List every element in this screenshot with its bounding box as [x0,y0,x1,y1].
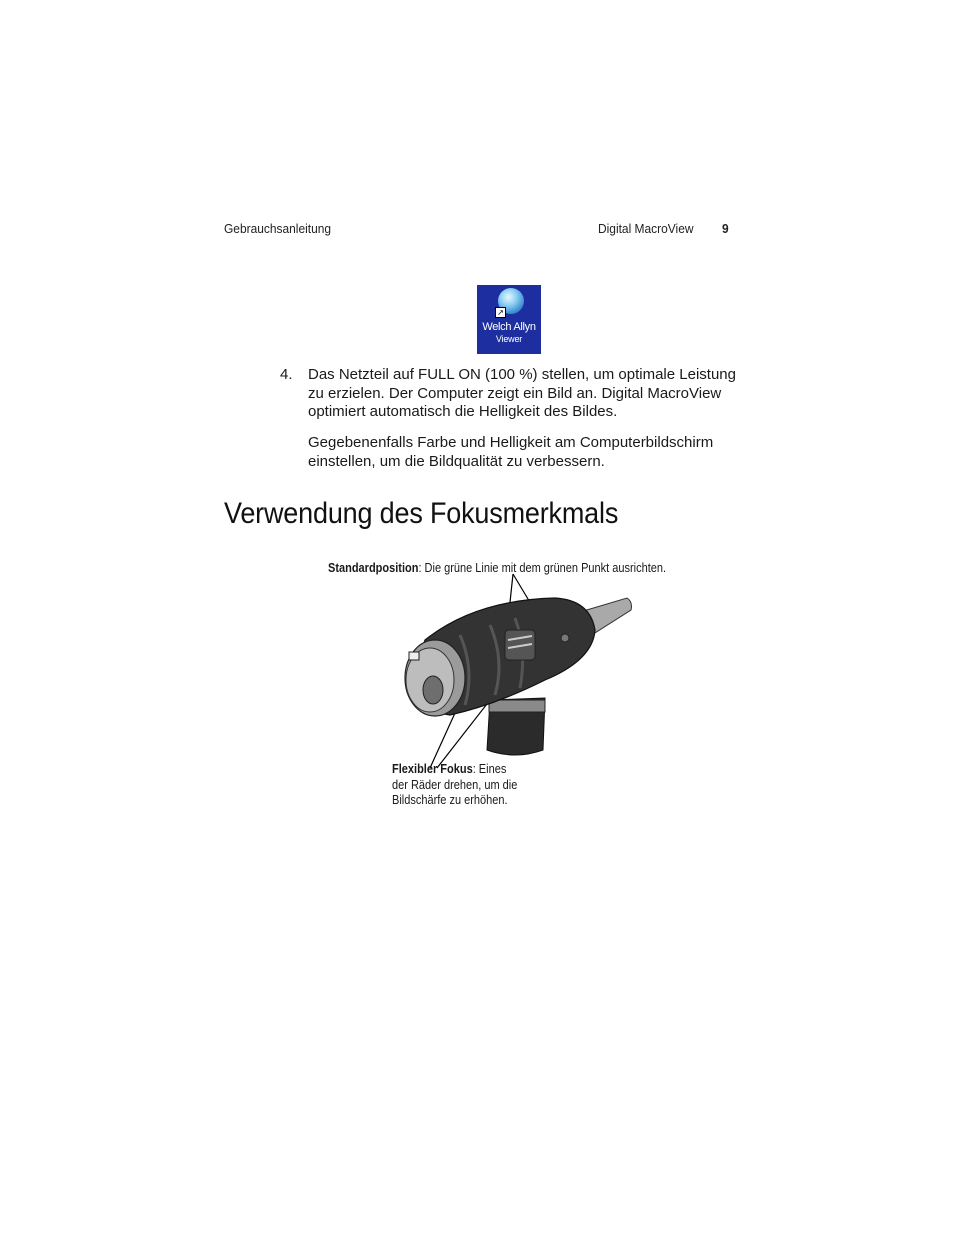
macroview-device-illustration [395,590,640,770]
running-header-title: Digital MacroView [598,221,694,236]
shortcut-arrow-icon: ↗ [495,307,506,318]
callout-flexible-focus-label: Flexibler Fokus [392,762,473,776]
step-text: Das Netzteil auf FULL ON (100 %) stellen, um optimale Leistung zu erzielen. Der Computer zeigt ein Bild an. Digital MacroView optimiert automatisch die Helligkeit des Bildes. [308,366,736,420]
page-number: 9 [722,221,729,236]
callout-standard-position-text: : Die grüne Linie mit dem grünen Punkt ausrichten. [418,561,667,575]
step-number: 4. [280,366,293,383]
note-paragraph: Gegebenenfalls Farbe und Helligkeit am Computerbildschirm einstellen, um die Bildqualität zu verbessern. [308,434,714,470]
callout-standard-position-label: Standardposition [328,561,419,575]
icon-label-line2: Viewer [495,334,523,344]
section-heading: Verwendung des Fokusmerkmals [224,497,619,530]
callout-flexible-focus-text: : Eines der Räder drehen, um die Bildschärfe zu erhöhen. [392,762,518,807]
icon-label-line1: Welch Allyn [482,321,536,333]
callout-flexible-focus [392,762,524,809]
running-header-left: Gebrauchsanleitung [224,221,332,236]
